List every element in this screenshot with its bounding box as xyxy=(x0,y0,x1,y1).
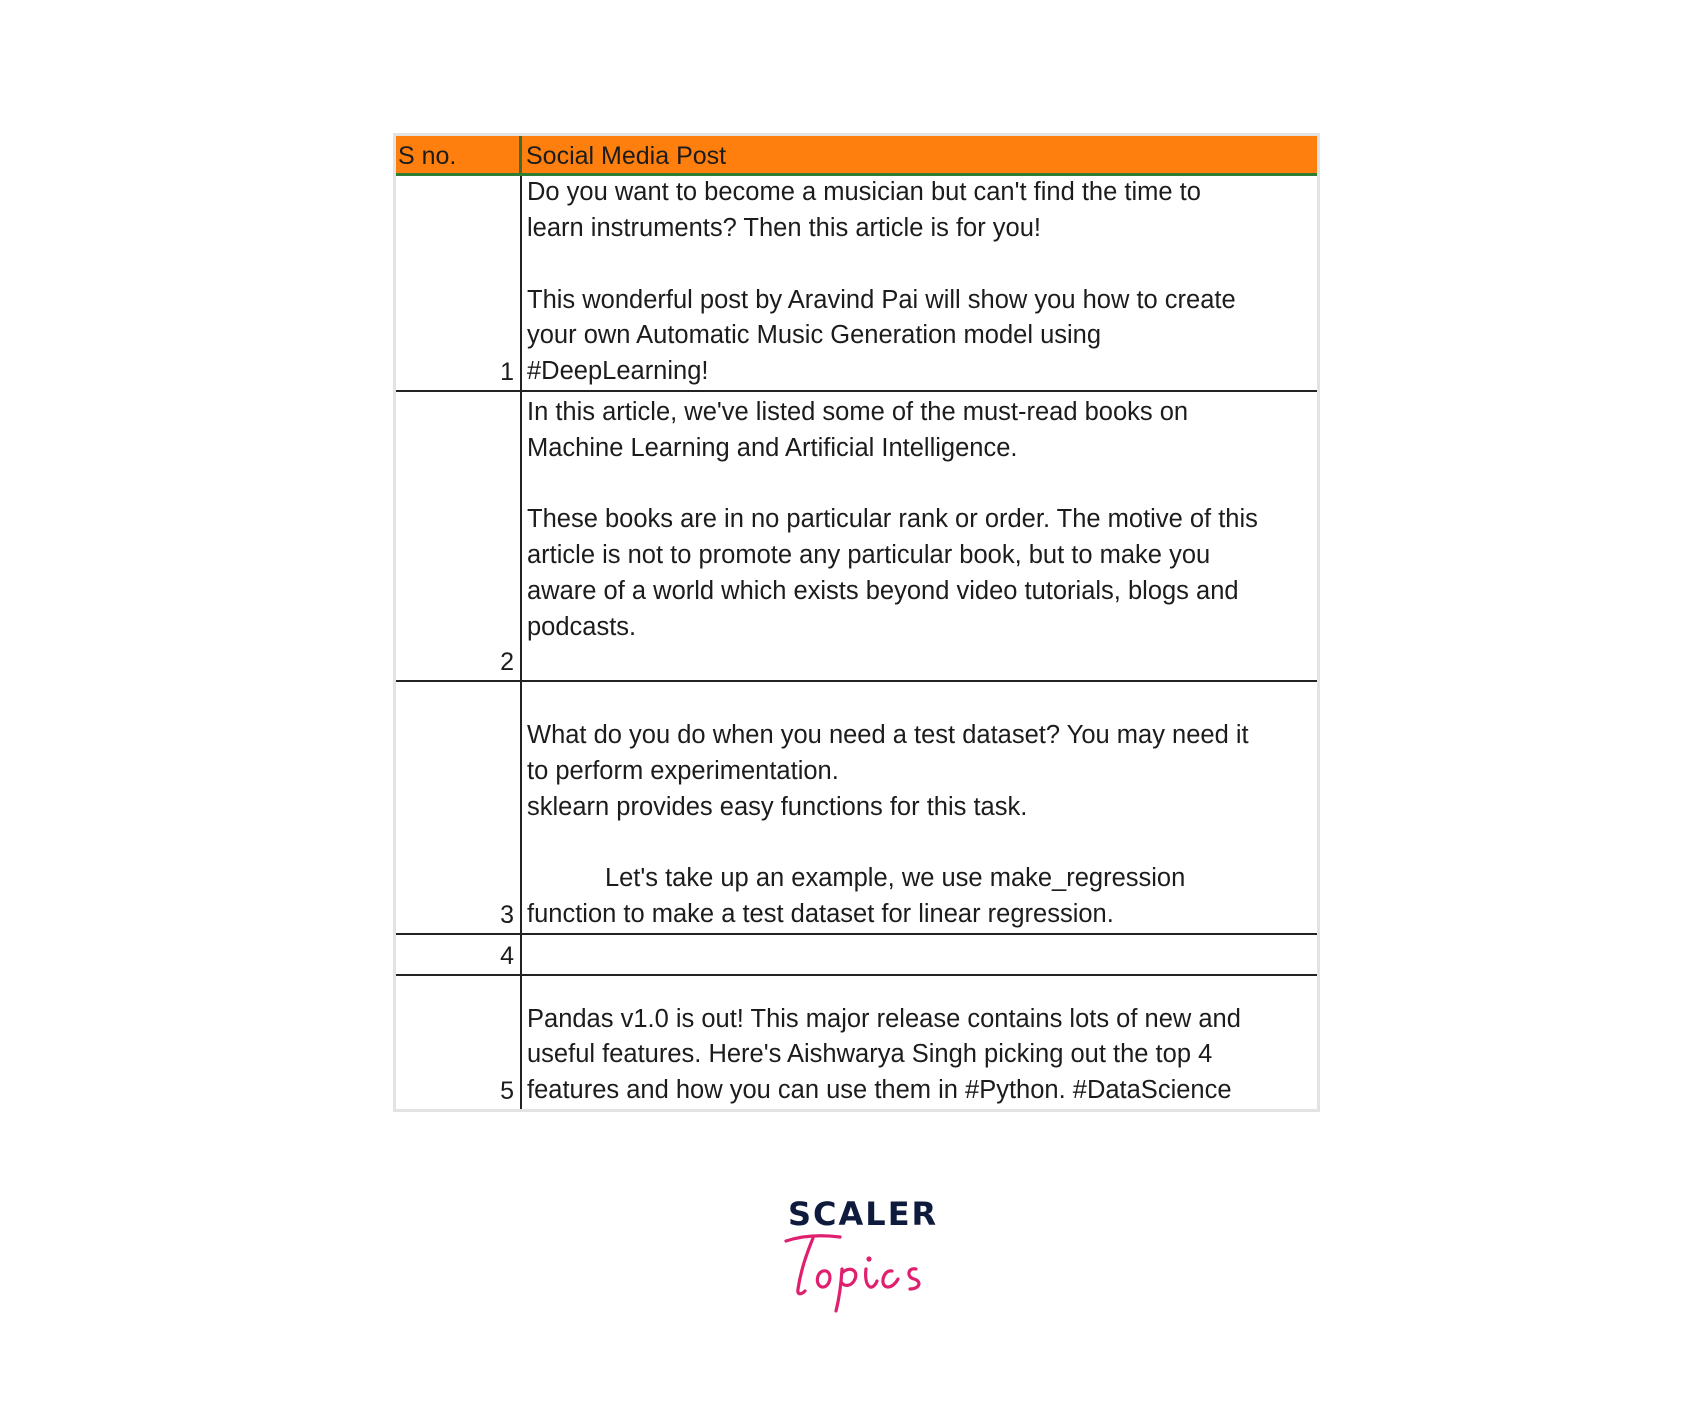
scaler-topics-logo xyxy=(780,1195,940,1315)
table-row xyxy=(396,976,1317,1109)
cell-sno[interactable] xyxy=(396,176,522,390)
table-row xyxy=(396,392,1317,682)
cell-post[interactable] xyxy=(523,392,1317,680)
cell-sno[interactable] xyxy=(396,682,522,933)
cell-post[interactable] xyxy=(523,976,1317,1109)
cell-sno[interactable] xyxy=(396,976,522,1109)
logo-script-topics xyxy=(780,1231,940,1315)
row-number: 2 xyxy=(500,648,514,676)
cell-post[interactable] xyxy=(523,682,1317,933)
cell-sno[interactable] xyxy=(396,392,522,680)
row-number: 4 xyxy=(500,942,514,970)
post-text: Do you want to become a musician but can't find the time to learn instruments? Then this article is for you! This wonderful post by Aravind Pai will show you how to create your own Automatic Music Generation model using #DeepLearning! xyxy=(527,178,1236,386)
row-number: 1 xyxy=(500,358,514,386)
post-text: What do you do when you need a test dataset? You may need it to perform experimentation. sklearn provides easy functions for this task. Let's take up an example, we use make_regression function to make a test dataset for linear regression. xyxy=(527,721,1249,929)
post-text: Pandas v1.0 is out! This major release contains lots of new and useful features. Here's Aishwarya Singh picking out the top 4 features and how you can use them in #Python. #DataScience xyxy=(527,1004,1241,1105)
header-cell-sno[interactable] xyxy=(396,136,522,173)
row-number: 5 xyxy=(500,1077,514,1105)
cell-post[interactable] xyxy=(523,935,1317,974)
logo-brand-text: SCALER xyxy=(788,1195,939,1233)
spreadsheet-table xyxy=(393,133,1320,1112)
header-post-label: Social Media Post xyxy=(526,142,727,170)
header-sno-label: S no. xyxy=(398,142,457,170)
table-row xyxy=(396,935,1317,976)
table-header-row xyxy=(396,136,1317,176)
table-row xyxy=(396,176,1317,392)
cell-post[interactable] xyxy=(523,176,1317,390)
post-text: In this article, we've listed some of the must-read books on Machine Learning and Artificial Intelligence. These books are in no particular rank or order. The motive of this article is not to promote any particular book, but to make you aware of a world which exists beyond video tutorials, blogs and podcasts. xyxy=(527,398,1258,641)
table-row xyxy=(396,682,1317,935)
row-number: 3 xyxy=(500,901,514,929)
cell-sno[interactable] xyxy=(396,935,522,974)
header-cell-post[interactable] xyxy=(523,136,1317,173)
